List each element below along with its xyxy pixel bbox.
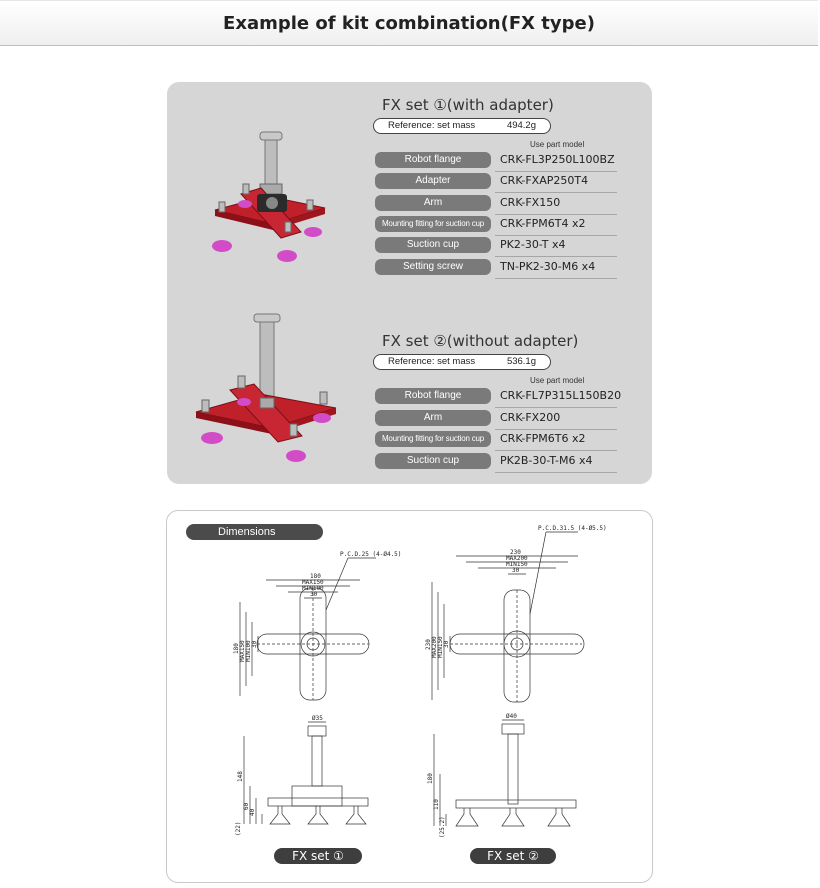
set1-pcd-label: P.C.D.25 (4-Ø4.5): [340, 551, 402, 558]
set2-row: [375, 452, 617, 471]
set2-row-part: PK2B-30-T-M6 x4: [500, 454, 593, 467]
set1-mass-value: 494.2g: [506, 120, 536, 131]
set2-top-dim: 230: [510, 549, 521, 556]
page-header: [0, 0, 818, 46]
set2-top-view-drawing: [422, 525, 607, 708]
set1-row-label: Robot flange: [375, 152, 491, 168]
set1-row-part: CRK-FXAP250T4: [500, 174, 589, 187]
set1-top-dim: 180: [310, 573, 321, 580]
set1-row-label: Mounting fitting for suction cup: [375, 216, 491, 232]
set1-use-part-model: Use part model: [530, 140, 585, 149]
set2-badge: FX set ②: [470, 848, 556, 864]
set1-diameter: Ø35: [312, 715, 323, 722]
set2-mass-value: 536.1g: [506, 356, 536, 367]
set2-row-label: Robot flange: [375, 388, 491, 404]
set2-use-part-model: Use part model: [530, 376, 585, 385]
set1-top-dim: 30: [310, 591, 318, 598]
set2-mass-label: Reference: set mass: [388, 356, 476, 367]
set1-title: FX set ①(with adapter): [382, 96, 554, 114]
set2-row: [375, 430, 617, 449]
page-title: Example of kit combination(FX type): [223, 13, 595, 34]
set2-side-dim: 30: [443, 640, 450, 648]
set2-row-part: CRK-FPM6T6 x2: [500, 432, 586, 445]
set1-mass-box: [373, 118, 551, 134]
fx-set2-image: [190, 312, 340, 464]
set1-row: [375, 258, 617, 277]
set2-pcd-label: P.C.D.31.5 (4-Ø5.5): [538, 525, 607, 532]
set1-height: 60: [243, 802, 250, 810]
set2-height: 180: [427, 773, 434, 784]
dimensions-tag: Dimensions: [186, 524, 323, 540]
set1-mass-label: Reference: set mass: [388, 120, 476, 131]
set1-row: [375, 194, 617, 213]
set1-top-dim: MAX150: [302, 579, 324, 586]
set1-side-view-drawing: [232, 716, 382, 840]
set2-row-label: Arm: [375, 410, 491, 426]
set2-row: [375, 387, 622, 406]
set2-top-dim: 30: [512, 567, 520, 574]
set2-title: FX set ②(without adapter): [382, 332, 579, 350]
set1-height: 40: [249, 808, 256, 816]
set2-height: (25.2): [439, 816, 446, 838]
set1-row-label: Setting screw: [375, 259, 491, 275]
set2-row-part: CRK-FX200: [500, 411, 561, 424]
set2-row-label: Suction cup: [375, 453, 491, 469]
set1-row: [375, 151, 617, 170]
set1-row-part: CRK-FX150: [500, 196, 561, 209]
set1-row-part: TN-PK2-30-M6 x4: [500, 260, 596, 273]
set2-side-dim: 230: [425, 639, 432, 650]
set2-height: 110: [433, 799, 440, 810]
set1-top-dim: MIN100: [302, 585, 324, 592]
set1-row-part: PK2-30-T x4: [500, 238, 566, 251]
set2-diameter: Ø40: [506, 713, 517, 720]
set1-row-label: Arm: [375, 195, 491, 211]
set1-side-dim: 180: [233, 643, 240, 654]
set1-side-dim: 30: [251, 640, 258, 648]
set2-side-dim: MIN150: [437, 636, 444, 658]
set1-top-view-drawing: [230, 550, 402, 710]
set2-row-part: CRK-FL7P315L150B20: [500, 389, 622, 402]
set1-row: [375, 172, 617, 191]
set1-row-part: CRK-FPM6T4 x2: [500, 217, 586, 230]
fx-set1-image: [205, 128, 335, 268]
set2-row-label: Mounting fitting for suction cup: [375, 431, 491, 447]
set2-side-view-drawing: [422, 714, 592, 840]
set1-side-dim: MAX150: [239, 640, 246, 662]
set1-height: (22): [235, 821, 242, 836]
set1-row: [375, 236, 617, 255]
set2-row: [375, 409, 617, 428]
set1-row-part: CRK-FL3P250L100BZ: [500, 153, 615, 166]
set2-top-dim: MIN150: [506, 561, 528, 568]
set1-side-dim: MIN100: [245, 640, 252, 662]
set2-mass-box: [373, 354, 551, 370]
set2-side-dim: MAX200: [431, 636, 438, 658]
set1-row-label: Adapter: [375, 173, 491, 189]
set1-row-label: Suction cup: [375, 237, 491, 253]
set1-row: [375, 215, 617, 234]
set1-badge: FX set ①: [274, 848, 362, 864]
set1-height: 148: [237, 771, 244, 782]
set2-top-dim: MAX200: [506, 555, 528, 562]
